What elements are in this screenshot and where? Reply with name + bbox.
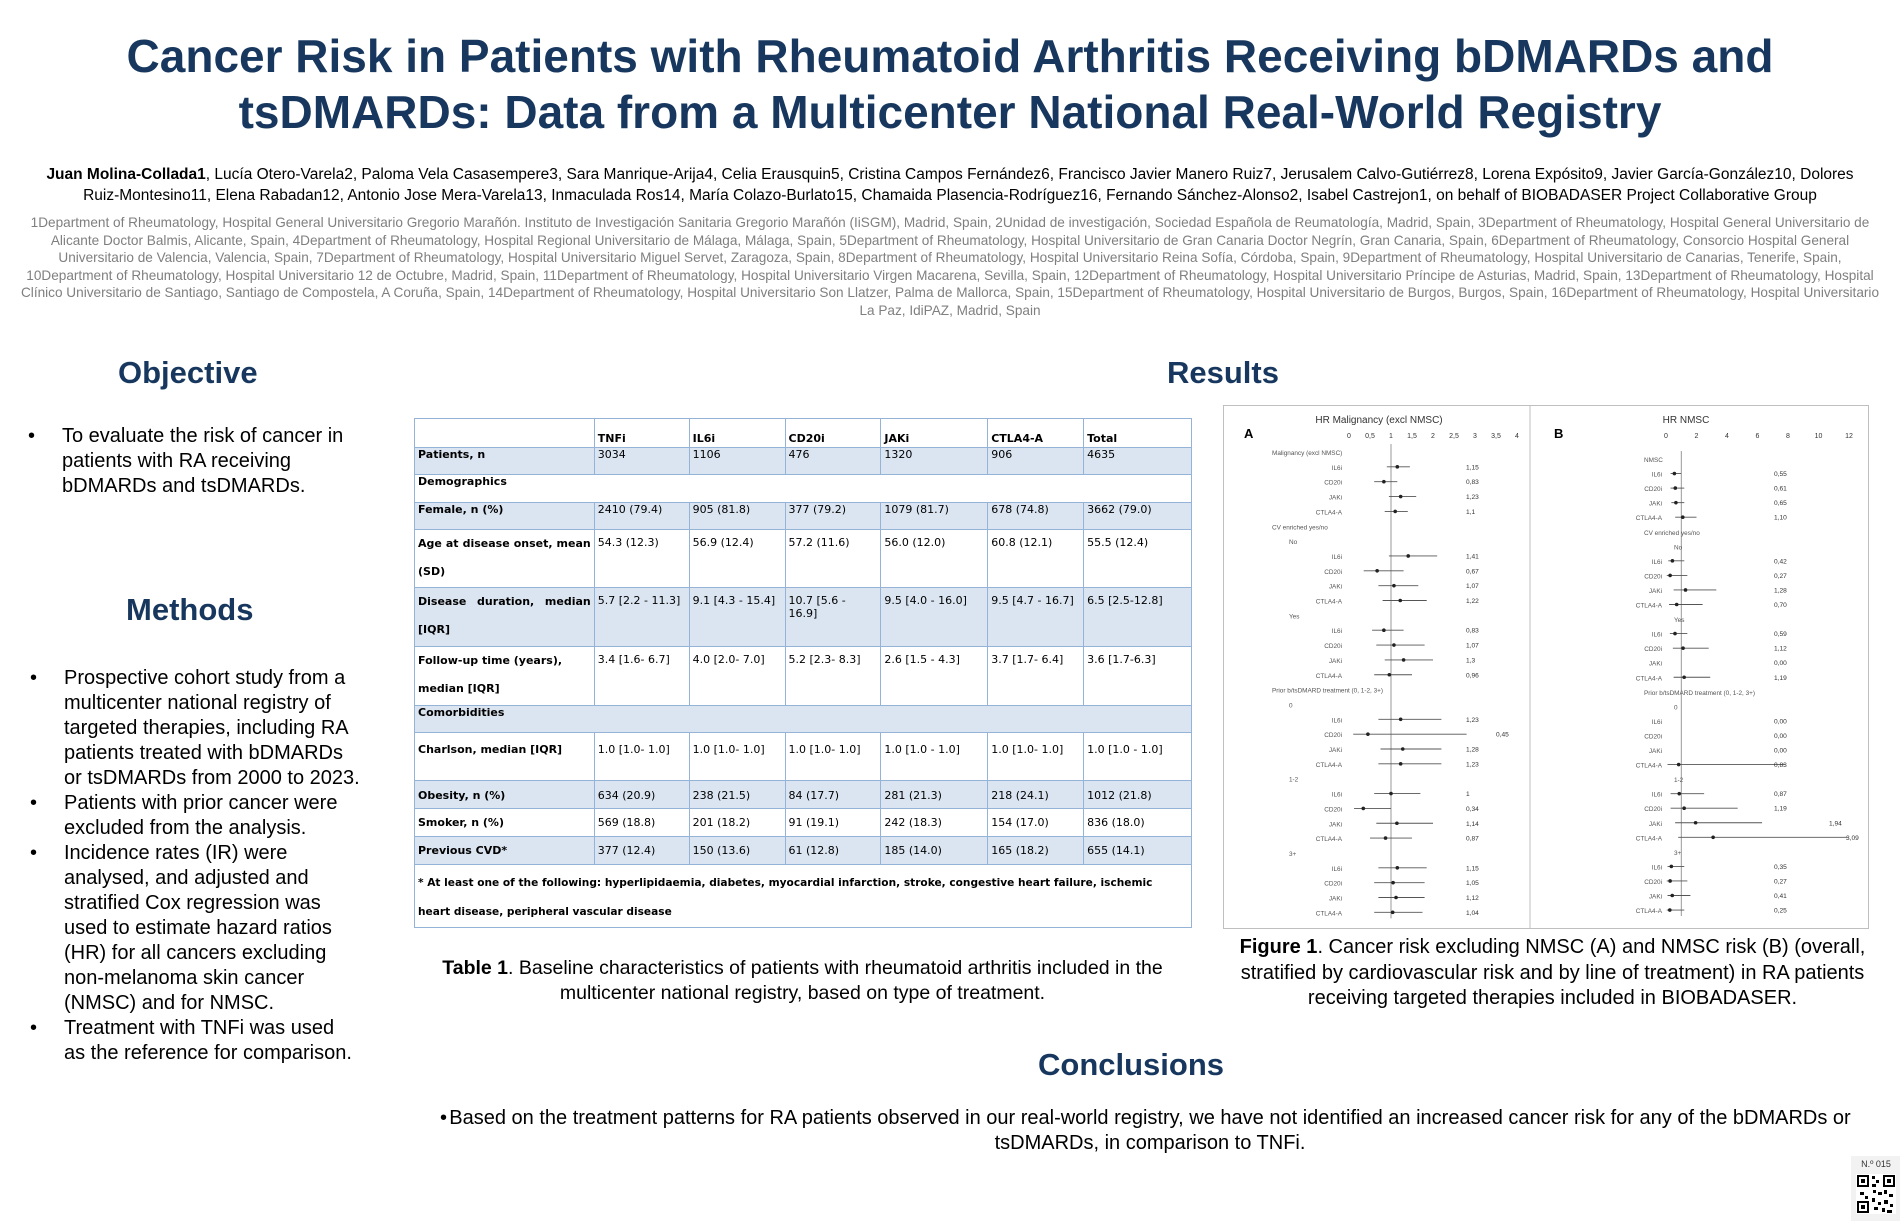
table-row — [415, 588, 1192, 647]
hr-value-label: 0,96 — [1466, 672, 1479, 680]
first-author: Juan Molina-Collada1 — [46, 166, 206, 183]
table-footnote-row — [415, 865, 1192, 928]
row-group-label: No — [1289, 539, 1298, 547]
hr-value-label: 1,15 — [1466, 464, 1479, 472]
table-cell: Follow-up time (years), median [IQR] — [415, 647, 595, 706]
x-tick-label: 4 — [1515, 433, 1519, 440]
row-group-label: No — [1674, 544, 1683, 552]
table-cell: Patients, n — [415, 448, 595, 475]
row-label: CD20i — [1324, 880, 1342, 888]
table-header: CTLA4-A — [988, 419, 1084, 448]
table-row — [415, 475, 1192, 503]
table-cell: 5.2 [2.3- 8.3] — [785, 647, 881, 706]
table-cell: 9.1 [4.3 - 15.4] — [689, 588, 785, 647]
row-label: CTLA4-A — [1635, 762, 1662, 770]
poster-number: N.º 015 — [1861, 1159, 1891, 1169]
table-row — [415, 706, 1192, 733]
table-cell: 1106 — [689, 448, 785, 475]
hr-value-label: 0,65 — [1774, 500, 1787, 508]
row-label: IL6i — [1331, 791, 1342, 799]
hr-point — [1391, 881, 1395, 885]
objective-heading: Objective — [118, 355, 258, 390]
hr-value-label: 1,23 — [1466, 494, 1479, 502]
row-label: CD20i — [1644, 806, 1662, 814]
table-row — [415, 837, 1192, 865]
hr-point — [1670, 865, 1674, 869]
table-cell: 3.6 [1.7-6.3] — [1084, 647, 1192, 706]
hr-value-label: 0,00 — [1774, 732, 1787, 740]
table-cell: 906 — [988, 448, 1084, 475]
bullet-glyph: • — [440, 1107, 448, 1129]
row-label: JAKi — [1328, 494, 1342, 502]
x-tick-label: 2 — [1694, 433, 1699, 440]
row-label: CD20i — [1324, 568, 1342, 576]
row-label: IL6i — [1651, 791, 1662, 799]
bullet-glyph: • — [28, 425, 36, 447]
row-group-label: 3+ — [1674, 849, 1682, 857]
hr-value-label: 1,19 — [1774, 674, 1787, 682]
x-tick-label: 12 — [1845, 433, 1853, 440]
row-label: CD20i — [1644, 486, 1662, 494]
row-label: CTLA4-A — [1635, 835, 1662, 843]
table-section-label: Demographics — [415, 475, 1192, 503]
hr-point — [1682, 806, 1686, 810]
qr-code-icon — [1856, 1174, 1896, 1214]
table-cell: 9.5 [4.0 - 16.0] — [881, 588, 988, 647]
x-tick-label: 3,5 — [1491, 433, 1501, 440]
hr-value-label: 1,04 — [1466, 909, 1479, 917]
hr-value-label: 0,59 — [1774, 631, 1787, 639]
hr-value-label: 1 — [1466, 791, 1470, 799]
forest-plots-svg — [1224, 406, 1868, 928]
row-group-label: 0 — [1289, 702, 1293, 710]
hr-point — [1384, 836, 1388, 840]
row-label: IL6i — [1331, 464, 1342, 472]
hr-value-label: 1,1 — [1466, 508, 1476, 516]
panel-label: B — [1554, 426, 1564, 441]
table-cell: 1.0 [1.0- 1.0] — [594, 733, 689, 781]
table-row — [415, 530, 1192, 588]
table-cell: 634 (20.9) — [594, 781, 689, 809]
methods-bullet: • Prospective cohort study from a multicenter national registry of targeted therapies, including RA patients treated with bDMARDs or tsDMARDs from 2000 to 2023. — [30, 667, 360, 789]
table-header — [415, 419, 595, 448]
hr-value-label: 1,07 — [1466, 583, 1479, 591]
row-group-label: 1-2 — [1289, 776, 1299, 784]
row-label: JAKi — [1328, 657, 1342, 665]
row-group-label: Prior b/tsDMARD treatment (0, 1-2, 3+) — [1272, 687, 1383, 695]
conclusions-heading: Conclusions — [1038, 1047, 1225, 1082]
table-cell: 56.0 (12.0) — [881, 530, 988, 588]
row-label: CTLA4-A — [1315, 836, 1342, 844]
hr-point — [1402, 658, 1406, 662]
row-label: CTLA4-A — [1315, 598, 1342, 606]
row-label: CTLA4-A — [1635, 515, 1662, 523]
table-cell: 57.2 (11.6) — [785, 530, 881, 588]
table-cell: 150 (13.6) — [689, 837, 785, 865]
poster-number-badge — [1851, 1156, 1900, 1221]
hr-value-label: 1,28 — [1466, 746, 1479, 754]
hr-point — [1396, 465, 1400, 469]
table-cell: Previous CVD* — [415, 837, 595, 865]
hr-point — [1366, 732, 1370, 736]
table-row — [415, 503, 1192, 530]
table-cell: 201 (18.2) — [689, 809, 785, 837]
hr-value-label: 0,83 — [1466, 479, 1479, 487]
bullet-glyph: • — [30, 842, 38, 864]
hr-value-label: 0,00 — [1774, 747, 1787, 755]
hr-point — [1674, 501, 1678, 505]
hr-value-label: 0,42 — [1774, 558, 1787, 566]
methods-bullet: • Incidence rates (IR) were analysed, and adjusted and stratified Cox regression was used to estimate hazard ratios (HR) for all cancers excluding non-melanoma skin cancer (NMSC) and for NMSC. — [30, 842, 332, 1014]
x-tick-label: 3 — [1473, 433, 1477, 440]
hr-value-label: 0,25 — [1774, 907, 1787, 915]
table-cell: 218 (24.1) — [988, 781, 1084, 809]
hr-value-label: 1,15 — [1466, 865, 1479, 873]
hr-point — [1375, 569, 1379, 573]
hr-value-label: 0,27 — [1774, 878, 1787, 886]
row-group-label: Yes — [1674, 617, 1685, 625]
methods-list — [30, 666, 360, 1066]
row-label: IL6i — [1651, 558, 1662, 566]
results-heading: Results — [1167, 355, 1279, 390]
table-row — [415, 448, 1192, 475]
bullet-glyph: • — [30, 1017, 38, 1039]
table-cell: 905 (81.8) — [689, 503, 785, 530]
hr-point — [1681, 515, 1685, 519]
hr-point — [1392, 584, 1396, 588]
hr-point — [1668, 879, 1672, 883]
row-label: CD20i — [1324, 643, 1342, 651]
table-cell: 1.0 [1.0 - 1.0] — [1084, 733, 1192, 781]
hr-value-label: 0,00 — [1774, 660, 1787, 668]
row-label: CD20i — [1644, 646, 1662, 654]
table-cell: 5.7 [2.2 - 11.3] — [594, 588, 689, 647]
table-cell: 1.0 [1.0 - 1.0] — [881, 733, 988, 781]
hr-point — [1668, 574, 1672, 578]
table-cell: 55.5 (12.4) — [1084, 530, 1192, 588]
table-cell: 242 (18.3) — [881, 809, 988, 837]
hr-point — [1395, 821, 1399, 825]
hr-point — [1674, 486, 1678, 490]
figure-caption: Figure 1. Cancer risk excluding NMSC (A) and NMSC risk (B) (overall, stratified by cardiovascular risk and by line of treatment) in RA patients receiving targeted therapies included in BIOBADASER. — [1239, 936, 1866, 1009]
row-label: IL6i — [1331, 553, 1342, 561]
hr-point — [1684, 588, 1688, 592]
affiliations: 1Department of Rheumatology, Hospital General Universitario Gregorio Marañón. Instituto de Investigación Sanitaria Gregorio Marañón (IiSGM), Madrid, Spain, 2Unidad de investigación, Sociedad Española de Reumatología, Madrid, Spain, 3Department of Rheumatology, Hospital General Universitario de Alicante Doctor Balmis, Alicante, Spain, 4Department of Rheumatology, Hospital Regional Universitario de Málaga, Málaga, Spain, 5Department of Rheumatology, Hospital Universitario de Gran Canaria Doctor Negrín, Gran Canaria, Spain, 6Department of Rheumatology, Consorcio Hospital General Universitario de Valencia, Valencia, Spain, 7Department of Rheumatology, Hospital Universitario Miguel Servet, Zaragoza, Spain, 8Department of Rheumatology, Hospital Universitario Reina Sofía, Córdoba, Spain, 9Department of Rheumatology, Hospital Universitario de Canarias, Tenerife, Spain, 10Department of Rheumatology, Hospital Universitario 12 de Octubre, Madrid, Spain, 11Department of Rheumatology, Hospital Universitario Virgen Macarena, Sevilla, Spain, 12Department of Rheumatology, Hospital Universitario Príncipe de Asturias, Madrid, Spain, 13Department of Rheumatology, Hospital Clínico Universitario de Santiago, Santiago de Compostela, A Coruña, Spain, 14Department of Rheumatology, Hospital Universitario Son Llatzer, Palma de Mallorca, Spain, 15Department of Rheumatology, Hospital Universitario de Burgos, Burgos, Spain, 16Department of Rheumatology, Hospital Universitario La Paz, IdiPAZ, Madrid, Spain — [20, 215, 1880, 318]
table-cell: 6.5 [2.5-12.8] — [1084, 588, 1192, 647]
hr-point — [1382, 628, 1386, 632]
hr-value-label: 0,41 — [1774, 893, 1787, 900]
table-caption: Table 1. Baseline characteristics of patients with rheumatoid arthritis included in the multicenter national registry, based on type of treatment. — [442, 957, 1163, 1004]
row-label: JAKi — [1648, 820, 1662, 828]
hr-point — [1396, 866, 1400, 870]
hr-value-label: 0,83 — [1466, 627, 1479, 635]
row-label: IL6i — [1331, 865, 1342, 873]
hr-point — [1694, 821, 1698, 825]
poster-title — [60, 28, 1840, 140]
table-cell: 56.9 (12.4) — [689, 530, 785, 588]
x-tick-label: 2 — [1431, 433, 1435, 440]
table-cell: 84 (17.7) — [785, 781, 881, 809]
hr-value-label: 0,87 — [1774, 791, 1787, 799]
hr-value-label: 3,09 — [1846, 834, 1859, 842]
table-cell: 1.0 [1.0- 1.0] — [988, 733, 1084, 781]
x-tick-label: 0,5 — [1365, 433, 1375, 440]
methods-bullet: • Patients with prior cancer were excluded from the analysis. — [30, 792, 338, 839]
conclusions-text: • Based on the treatment patterns for RA patients observed in our real-world registry, we have not identified an increased cancer risk for any of the bDMARDs or tsDMARDs, in comparison to TNFi. — [440, 1107, 1851, 1154]
table-cell: 185 (14.0) — [881, 837, 988, 865]
hr-value-label: 1,10 — [1774, 514, 1787, 522]
plot-title: HR Malignancy (excl NMSC) — [1315, 415, 1443, 426]
row-group-label: NMSC — [1644, 457, 1663, 464]
author-list — [30, 164, 1870, 206]
table-cell: 1012 (21.8) — [1084, 781, 1192, 809]
hr-point — [1399, 718, 1403, 722]
hr-value-label: 0,55 — [1774, 471, 1787, 479]
hr-point — [1677, 792, 1681, 796]
row-group-label: CV enriched yes/no — [1272, 524, 1328, 532]
other-authors: , Lucía Otero-Varela2, Paloma Vela Casasempere3, Sara Manrique-Arija4, Celia Erausquin5, Cristina Campos Fernández6, Francisco Javier Manero Ruiz7, Jerusalem Calvo-Gutiérrez8, Lorena Expósito9, Javier García-González10, Dolores Ruiz-Montesino11, Elena Rabadan12, Antonio Jose Mera-Varela13, Inmaculada Ros14, María Colazo-Burlato15, Chamaida Plasencia-Rodríguez16, Fernando Sánchez-Alonso2, Isabel Castrejon1, on behalf of BIOBADASER Project Collaborative Group — [83, 166, 1854, 204]
row-label: CTLA4-A — [1315, 672, 1342, 680]
row-label: IL6i — [1651, 471, 1662, 479]
x-tick-label: 0 — [1664, 433, 1668, 440]
hr-value-label: 0,70 — [1774, 602, 1787, 609]
row-label: CD20i — [1644, 733, 1662, 741]
hr-value-label: 0,35 — [1774, 863, 1787, 871]
table-cell: 238 (21.5) — [689, 781, 785, 809]
hr-value-label: 1,94 — [1829, 820, 1842, 828]
table-cell: 377 (12.4) — [594, 837, 689, 865]
table-header: IL6i — [689, 419, 785, 448]
table-cell: Charlson, median [IQR] — [415, 733, 595, 781]
row-label: CTLA4-A — [1315, 509, 1342, 517]
row-label: CD20i — [1644, 573, 1662, 581]
table-cell: 4635 — [1084, 448, 1192, 475]
row-group-label: 3+ — [1289, 850, 1297, 858]
objective-bullet: • To evaluate the risk of cancer in patients with RA receiving bDMARDs and tsDMARDs. — [28, 425, 344, 497]
table-cell: 60.8 (12.1) — [988, 530, 1084, 588]
row-label: IL6i — [1651, 864, 1662, 872]
x-tick-label: 1 — [1389, 433, 1393, 440]
x-tick-label: 10 — [1814, 433, 1823, 440]
x-tick-label: 1,5 — [1407, 433, 1417, 440]
table-cell: 9.5 [4.7 - 16.7] — [988, 588, 1084, 647]
table-cell: 4.0 [2.0- 7.0] — [689, 647, 785, 706]
bullet-glyph: • — [30, 792, 38, 814]
table-cell: 2.6 [1.5 - 4.3] — [881, 647, 988, 706]
hr-value-label: 1,23 — [1466, 761, 1479, 769]
table-cell: 54.3 (12.3) — [594, 530, 689, 588]
hr-point — [1677, 763, 1681, 767]
hr-point — [1401, 747, 1405, 751]
table-header: JAKi — [881, 419, 988, 448]
row-label: CD20i — [1644, 878, 1662, 886]
hr-point — [1388, 673, 1392, 677]
x-tick-label: 2,5 — [1449, 433, 1459, 440]
hr-value-label: 1,07 — [1466, 642, 1479, 650]
table-cell: 154 (17.0) — [988, 809, 1084, 837]
table-cell: 165 (18.2) — [988, 837, 1084, 865]
row-label: CTLA4-A — [1635, 908, 1662, 916]
plot-title: HR NMSC — [1662, 415, 1710, 426]
table-cell: Female, n (%) — [415, 503, 595, 530]
methods-bullet: • Treatment with TNFi was used as the reference for comparison. — [30, 1017, 352, 1064]
hr-point — [1673, 632, 1677, 636]
hr-value-label: 1,19 — [1774, 805, 1787, 813]
table-cell: 1.0 [1.0- 1.0] — [689, 733, 785, 781]
hr-point — [1389, 792, 1393, 796]
hr-point — [1399, 762, 1403, 766]
objective-list — [28, 424, 358, 499]
title-line-2: tsDMARDs: Data from a Multicenter National Real-World Registry — [238, 86, 1662, 138]
hr-value-label: 1,14 — [1466, 820, 1479, 828]
row-label: CTLA4-A — [1635, 602, 1662, 610]
row-label: JAKi — [1328, 895, 1342, 903]
hr-value-label: 1,41 — [1466, 553, 1479, 561]
x-tick-label: 4 — [1725, 433, 1729, 440]
methods-heading: Methods — [126, 592, 254, 627]
row-group-label: Yes — [1289, 613, 1300, 621]
baseline-table — [414, 418, 1192, 928]
table-cell: 3.7 [1.7- 6.4] — [988, 647, 1084, 706]
table-header-row — [415, 419, 1192, 448]
x-tick-label: 6 — [1755, 433, 1760, 440]
table-cell: 1.0 [1.0- 1.0] — [785, 733, 881, 781]
hr-point — [1671, 559, 1675, 563]
hr-point — [1391, 911, 1395, 915]
table-cell: 377 (79.2) — [785, 503, 881, 530]
hr-point — [1673, 472, 1677, 476]
hr-point — [1406, 554, 1410, 558]
row-label: CD20i — [1324, 732, 1342, 740]
table-cell: Age at disease onset, mean (SD) — [415, 530, 595, 588]
x-tick-label: 0 — [1347, 433, 1351, 440]
hr-value-label: 1,28 — [1774, 587, 1787, 595]
hr-point — [1675, 603, 1679, 607]
row-group-label: CV enriched yes/no — [1644, 529, 1700, 537]
row-label: IL6i — [1331, 717, 1342, 725]
table-row — [415, 733, 1192, 781]
table-cell: 3.4 [1.6- 6.7] — [594, 647, 689, 706]
row-group-label: 0 — [1674, 704, 1678, 712]
x-tick-label: 8 — [1786, 433, 1790, 440]
table-header: Total — [1084, 419, 1192, 448]
hr-value-label: 1,12 — [1774, 645, 1787, 653]
row-label: JAKi — [1648, 500, 1662, 508]
row-label: IL6i — [1651, 718, 1662, 726]
hr-value-label: 1,22 — [1466, 598, 1479, 605]
table-cell: 10.7 [5.6 - 16.9] — [785, 588, 881, 647]
row-label: JAKi — [1648, 660, 1662, 668]
row-label: JAKi — [1648, 748, 1662, 755]
hr-value-label: 1,3 — [1466, 657, 1476, 665]
hr-value-label: 0,27 — [1774, 572, 1787, 580]
hr-point — [1399, 495, 1403, 499]
row-label: JAKi — [1328, 747, 1342, 754]
table-cell: 569 (18.8) — [594, 809, 689, 837]
table-cell: 61 (12.8) — [785, 837, 881, 865]
row-group-label: Malignancy (excl NMSC) — [1272, 450, 1343, 457]
table-row — [415, 809, 1192, 837]
table-row — [415, 647, 1192, 706]
table-cell: Obesity, n (%) — [415, 781, 595, 809]
row-label: JAKi — [1648, 587, 1662, 595]
table-cell: 476 — [785, 448, 881, 475]
hr-point — [1668, 908, 1672, 912]
table-header: TNFi — [594, 419, 689, 448]
hr-value-label: 1,05 — [1466, 880, 1479, 888]
hr-point — [1393, 510, 1397, 514]
hr-point — [1711, 836, 1715, 840]
row-label: CTLA4-A — [1635, 675, 1662, 683]
bullet-glyph: • — [30, 667, 38, 689]
table-cell: 655 (14.1) — [1084, 837, 1192, 865]
table-header: CD20i — [785, 419, 881, 448]
table-cell: 3662 (79.0) — [1084, 503, 1192, 530]
hr-point — [1361, 807, 1365, 811]
hr-value-label: 0,87 — [1466, 835, 1479, 843]
hr-value-label: 0,61 — [1774, 485, 1787, 493]
table-cell: Smoker, n (%) — [415, 809, 595, 837]
hr-value-label: 0,00 — [1774, 718, 1787, 726]
hr-value-label: 1,12 — [1466, 895, 1479, 902]
row-label: CTLA4-A — [1315, 910, 1342, 918]
hr-point — [1382, 480, 1386, 484]
forest-plot-figure — [1223, 405, 1869, 929]
panel-label: A — [1244, 426, 1254, 441]
hr-point — [1392, 643, 1396, 647]
table-cell: 3034 — [594, 448, 689, 475]
row-group-label: Prior b/tsDMARD treatment (0, 1-2, 3+) — [1644, 689, 1755, 697]
hr-point — [1398, 599, 1402, 603]
table-cell: 281 (21.3) — [881, 781, 988, 809]
table-cell: 1320 — [881, 448, 988, 475]
table-row — [415, 781, 1192, 809]
row-label: JAKi — [1328, 583, 1342, 591]
table-cell: 836 (18.0) — [1084, 809, 1192, 837]
table-cell: 678 (74.8) — [988, 503, 1084, 530]
table-cell: 2410 (79.4) — [594, 503, 689, 530]
table-cell: Disease duration, median [IQR] — [415, 588, 595, 647]
table-section-label: Comorbidities — [415, 706, 1192, 733]
row-label: JAKi — [1328, 821, 1342, 829]
row-label: JAKi — [1648, 893, 1662, 901]
row-label: CD20i — [1324, 479, 1342, 487]
hr-value-label: 0,34 — [1466, 805, 1479, 813]
hr-point — [1681, 646, 1685, 650]
row-label: CD20i — [1324, 806, 1342, 814]
hr-value-label: 0,67 — [1466, 568, 1479, 576]
table-cell: 91 (19.1) — [785, 809, 881, 837]
row-group-label: 1-2 — [1674, 777, 1684, 785]
hr-value-label: 0,83 — [1774, 762, 1787, 770]
row-label: IL6i — [1651, 631, 1662, 639]
hr-value-label: 0,45 — [1496, 731, 1509, 739]
row-label: IL6i — [1331, 628, 1342, 636]
hr-point — [1394, 896, 1398, 900]
hr-point — [1670, 894, 1674, 898]
row-label: CTLA4-A — [1315, 761, 1342, 769]
title-line-1: Cancer Risk in Patients with Rheumatoid Arthritis Receiving bDMARDs and — [126, 30, 1774, 82]
table-footnote: * At least one of the following: hyperlipidaemia, diabetes, myocardial infarction, stroke, congestive heart failure, ischemic heart disease, peripheral vascular disease — [415, 865, 1192, 928]
hr-point — [1682, 675, 1686, 679]
table-cell: 1079 (81.7) — [881, 503, 988, 530]
hr-value-label: 1,23 — [1466, 716, 1479, 724]
